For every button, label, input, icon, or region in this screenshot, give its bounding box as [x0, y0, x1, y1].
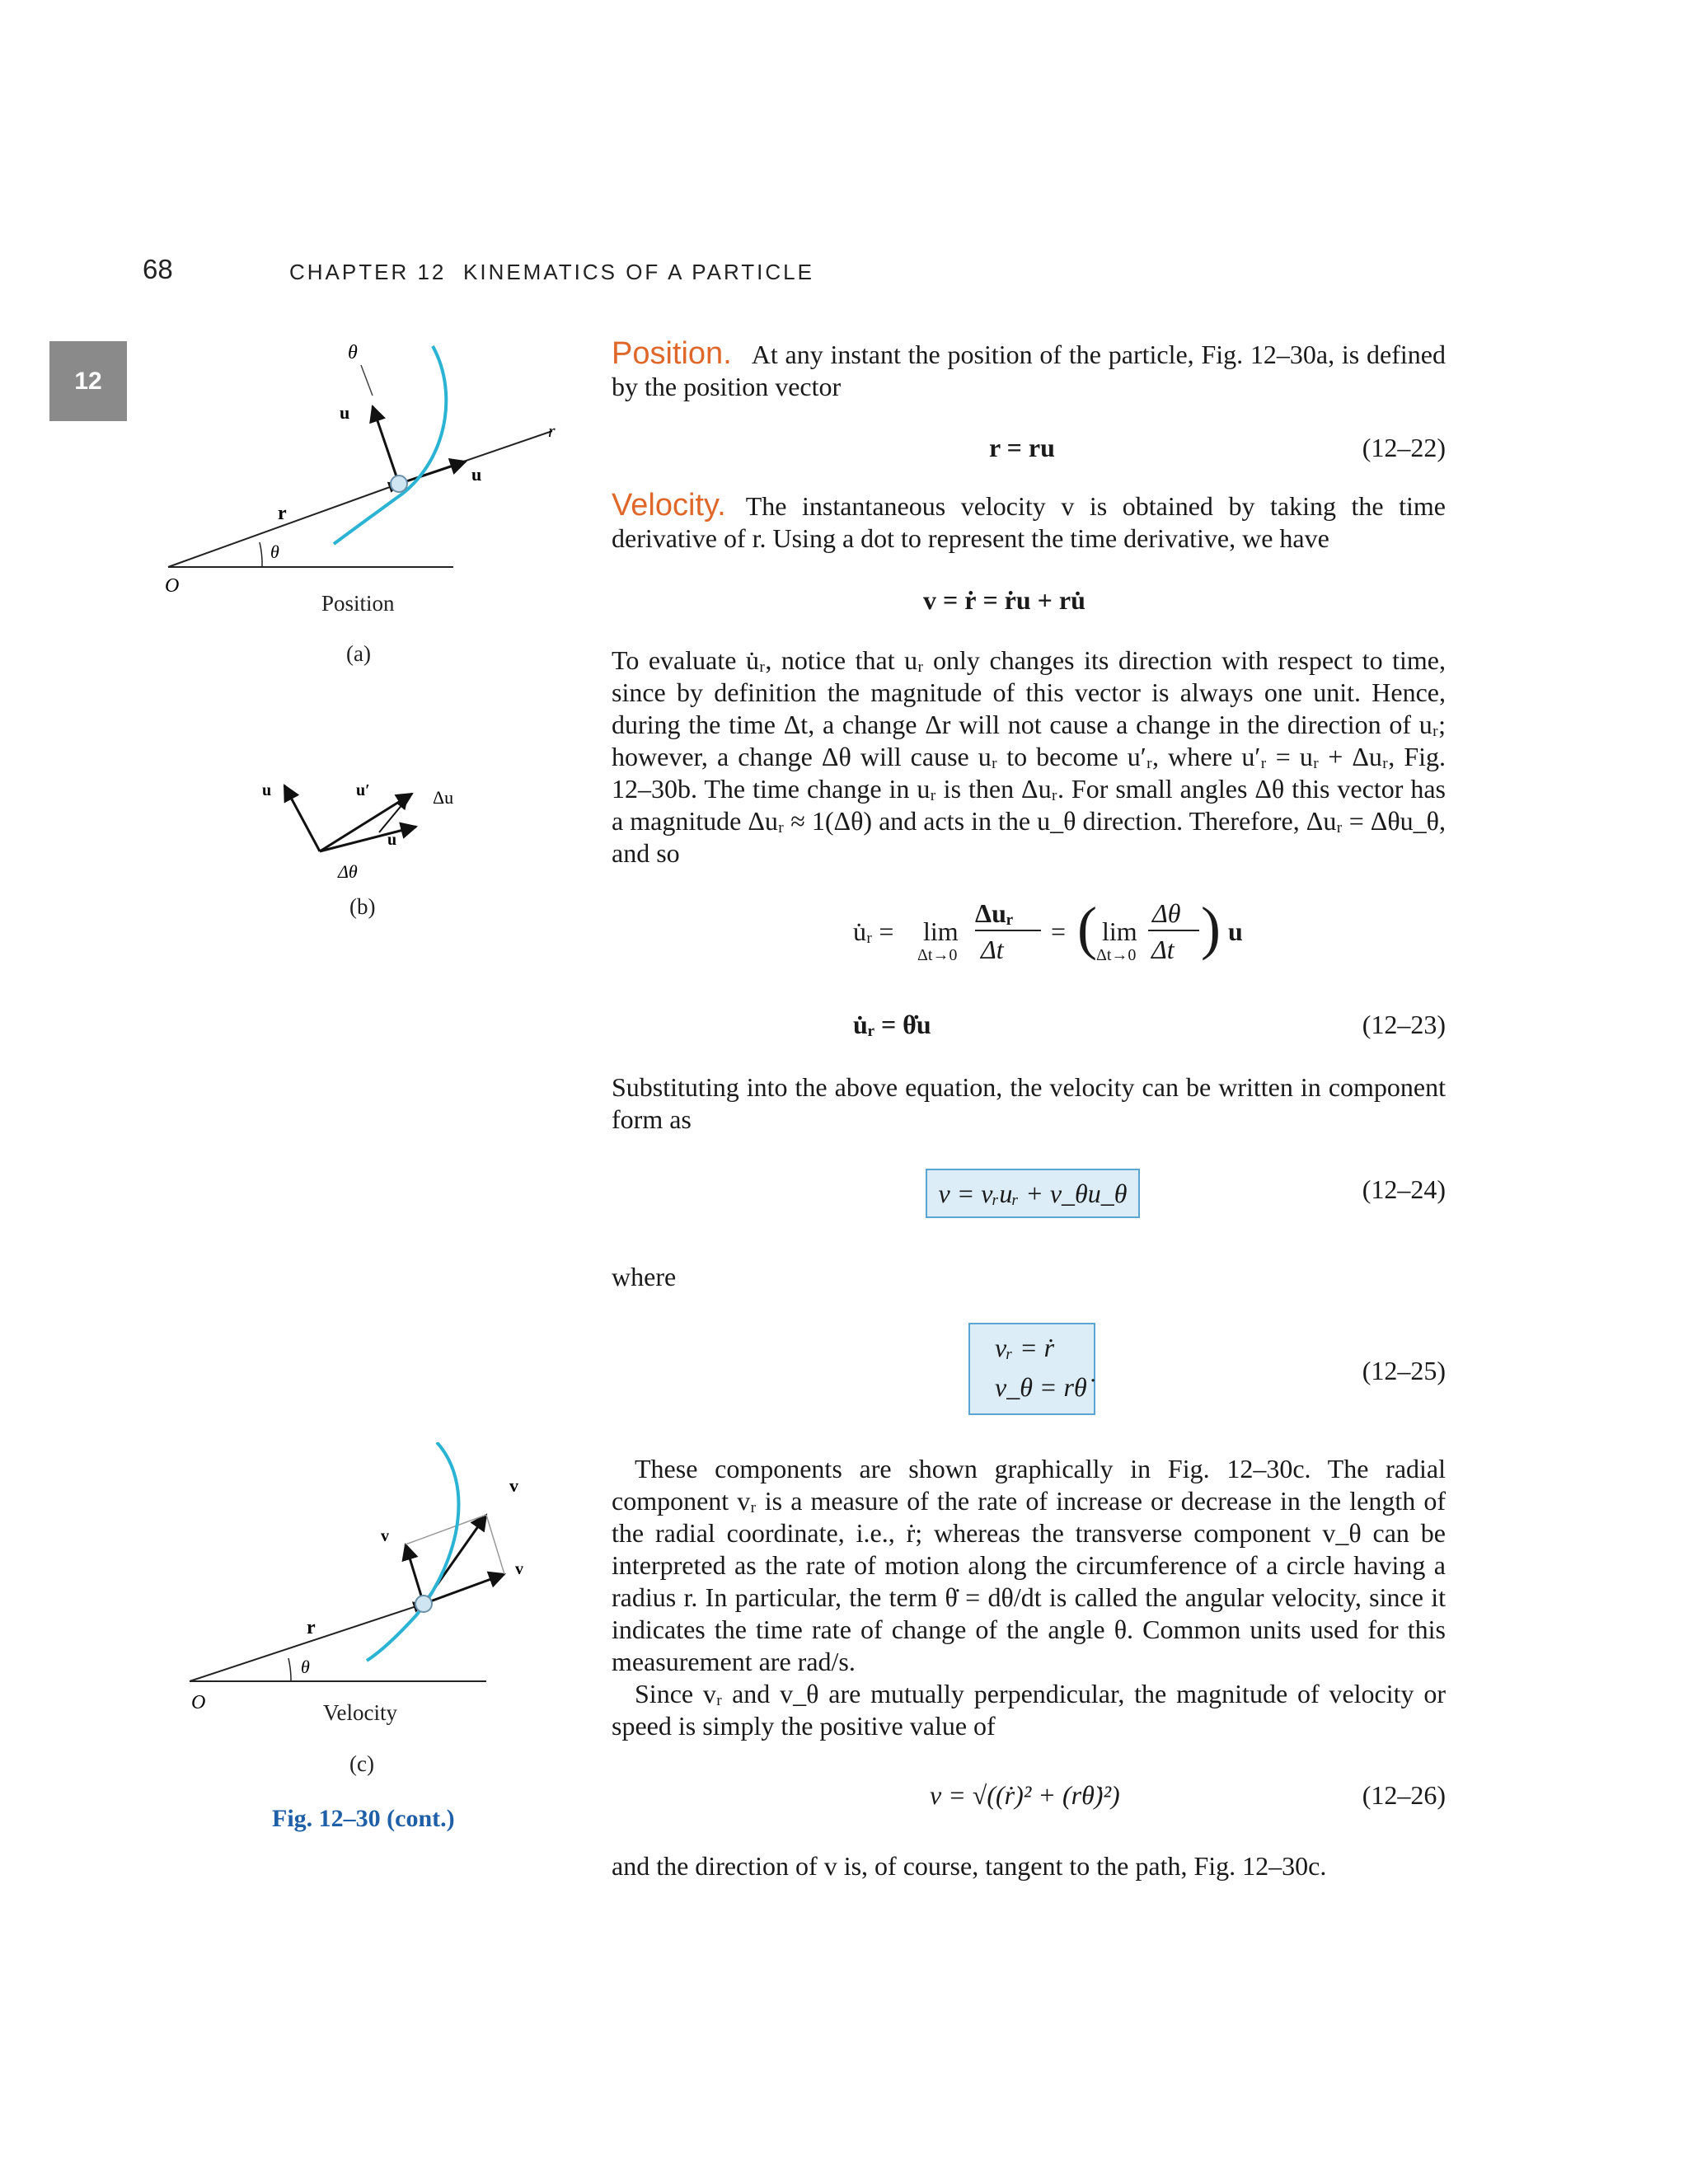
label-v-r: v	[515, 1560, 523, 1578]
label-r-axis: r	[548, 420, 556, 441]
eq-limit-paren-open: (	[1077, 895, 1097, 961]
eq-12-24-box	[926, 1169, 1140, 1218]
figure-a-position	[148, 334, 577, 606]
label-u-r: u	[387, 831, 397, 849]
label-r-vector: r	[278, 503, 287, 524]
label-v-theta: v	[381, 1527, 389, 1545]
label-r-vector: r	[307, 1617, 316, 1638]
label-theta: θ	[301, 1657, 310, 1677]
label-u-theta: u	[340, 402, 350, 423]
position-heading: Position.	[612, 336, 732, 371]
eq-limit-tail: u	[1228, 916, 1243, 946]
eq-limit-num-1: Δuᵣ	[975, 898, 1013, 928]
eq-limit-den-2: Δt	[1151, 935, 1175, 964]
figure-b-sub: (b)	[349, 894, 376, 919]
eq-12-26: v = √((ṙ)² + (rθ̇)²)	[930, 1780, 1120, 1810]
paragraph-2: Substituting into the above equation, the velocity can be written in component form as	[612, 1072, 1446, 1134]
eq-limit-equals: =	[1051, 916, 1067, 946]
eq-12-22: r = ru	[989, 433, 1055, 462]
label-origin: O	[165, 575, 180, 597]
eq-12-24-number: (12–24)	[1362, 1174, 1446, 1204]
eq-limit-sub-2: Δt→0	[1096, 946, 1137, 964]
label-v: v	[509, 1475, 518, 1496]
figure-b-vectors	[256, 771, 503, 894]
construction-line-2	[486, 1515, 504, 1574]
u-r-vector	[399, 462, 466, 484]
u-theta-vector	[373, 406, 399, 484]
u-theta-vector	[284, 785, 320, 851]
eq-12-25-box	[968, 1323, 1095, 1415]
eq-velocity: v = ṙ = ṙu + ru̇	[923, 585, 1085, 615]
eq-12-23-number: (12–23)	[1362, 1010, 1446, 1039]
theta-axis	[361, 365, 373, 396]
path-curve	[367, 1442, 458, 1661]
delta-u-r-vector	[379, 799, 407, 832]
eq-limit-den-1: Δt	[981, 935, 1004, 964]
label-theta: θ	[270, 541, 279, 562]
chapter-label: CHAPTER 12	[289, 260, 447, 284]
path-curve	[334, 346, 446, 544]
eq-limit-lhs: u̇ᵣ =	[853, 916, 894, 946]
eq-12-24: v = vᵣuᵣ + v_θu_θ	[938, 1178, 1128, 1208]
where-text: where	[612, 1262, 677, 1291]
particle	[391, 476, 407, 492]
figure-c-velocity	[165, 1442, 577, 1714]
eq-12-25-line-1: vᵣ = ṙ	[995, 1333, 1055, 1362]
eq-12-22-number: (12–22)	[1362, 433, 1446, 462]
figure-a-sub: (a)	[346, 641, 371, 666]
eq-12-23: u̇ᵣ = θ̇u	[853, 1010, 931, 1039]
paragraph-4: Since vᵣ and v_θ are mutually perpendicular, the magnitude of velocity or speed is simply the positive value of	[612, 1679, 1446, 1741]
label-u-r-prime: u′	[356, 781, 370, 799]
position-section	[612, 338, 1446, 403]
label-u-theta: u	[262, 781, 272, 799]
construction-line-1	[406, 1515, 486, 1544]
eq-limit	[853, 895, 1282, 968]
velocity-heading: Velocity.	[612, 488, 726, 523]
page-number: 68	[143, 254, 173, 284]
paragraph-5: and the direction of v is, of course, tangent to the path, Fig. 12–30c.	[612, 1851, 1327, 1881]
position-vector	[168, 484, 399, 567]
velocity-section	[612, 490, 1446, 555]
figure-c-label: Velocity	[323, 1700, 397, 1725]
velocity-text: The instantaneous velocity v is obtained by taking the time derivative of r. Using a dot to represent the time derivative, we have	[612, 491, 1446, 553]
figure-caption: Fig. 12–30 (cont.)	[272, 1805, 455, 1832]
u-r-prime-vector	[320, 794, 412, 851]
particle	[415, 1596, 432, 1612]
eq-limit-lim-1: lim	[923, 916, 959, 946]
label-theta-top: θ	[348, 342, 358, 363]
label-delta-theta: Δθ	[338, 861, 358, 882]
label-u-r: u	[471, 464, 482, 485]
paragraph-3: These components are shown graphically in Fig. 12–30c. The radial component vᵣ is a measure of the rate of increase or decrease in the length of the radial coordinate, i.e., ṙ; whereas the transverse component v_θ can be interpreted as the rate of motion along the circumference of a circle having a radius r. In particular, the term θ̇ = dθ/dt is called the angular velocity, since it indicates the time rate of change of the angle θ. Common units used for this measurement are rad/s.	[612, 1454, 1446, 1676]
eq-12-26-number: (12–26)	[1362, 1780, 1446, 1810]
figure-a-label: Position	[321, 591, 395, 616]
position-text: At any instant the position of the particle, Fig. 12–30a, is defined by the position vector	[612, 340, 1446, 401]
eq-limit-num-2: Δθ	[1152, 898, 1181, 928]
eq-limit-lim-2: lim	[1102, 916, 1137, 946]
figure-c-sub: (c)	[349, 1751, 374, 1776]
eq-12-25-line-2: v_θ = rθ̇	[995, 1372, 1087, 1402]
u-r-vector	[320, 827, 416, 851]
chapter-tab: 12	[49, 341, 127, 421]
label-origin: O	[191, 1692, 206, 1713]
v-theta-vector	[406, 1544, 424, 1604]
eq-12-25-number: (12–25)	[1362, 1356, 1446, 1385]
chapter-title: KINEMATICS OF A PARTICLE	[463, 260, 814, 284]
eq-limit-sub-1: Δt→0	[917, 946, 958, 964]
label-delta-u-r: Δu	[433, 787, 454, 808]
paragraph-1: To evaluate u̇ᵣ, notice that uᵣ only changes its direction with respect to time, since by definition the magnitude of this vector is always one unit. Hence, during the time Δt, a change Δr will not cause a change in the direction of uᵣ; however, a change Δθ will cause uᵣ to become u′ᵣ, where u′ᵣ = uᵣ + Δuᵣ, Fig. 12–30b. The time change in uᵣ is then Δuᵣ. For small angles Δθ this vector has a magnitude Δuᵣ ≈ 1(Δθ) and acts in the u_θ direction. Therefore, Δuᵣ = Δθu_θ, and so	[612, 645, 1447, 868]
eq-limit-paren-close: )	[1201, 895, 1221, 961]
